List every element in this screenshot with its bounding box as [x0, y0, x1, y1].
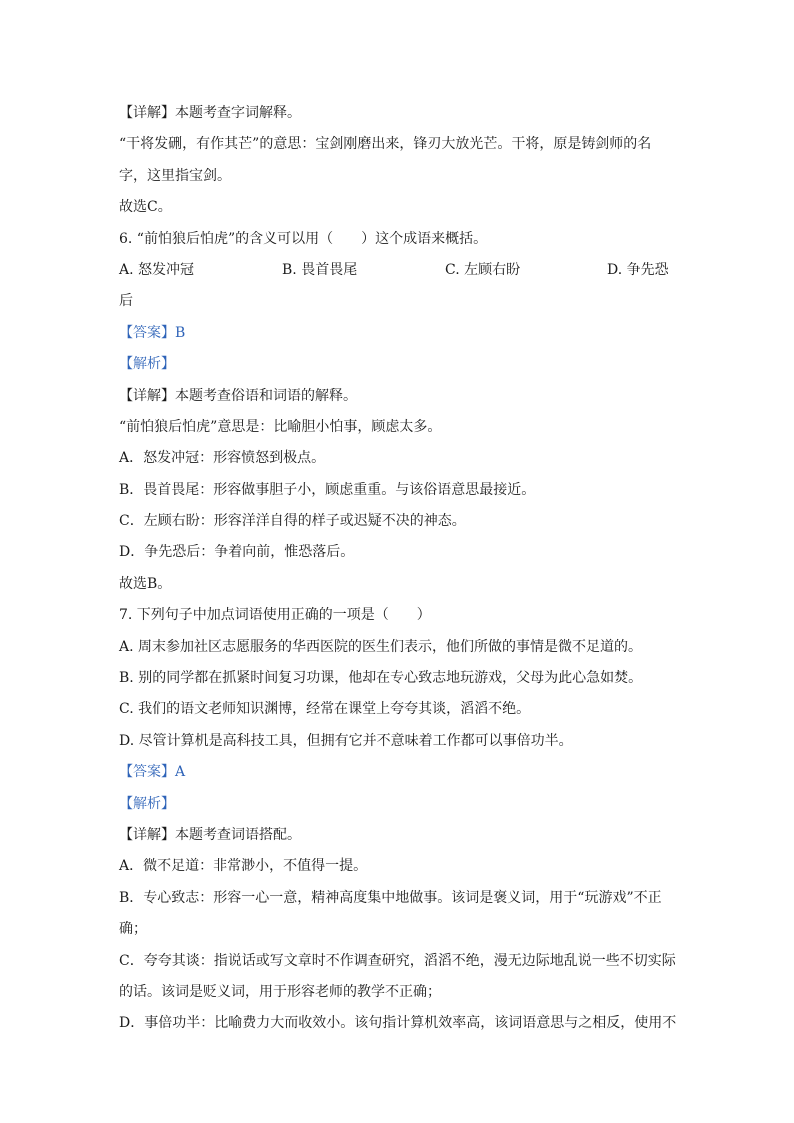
- detail-line: 字，这里指宝剑。: [119, 167, 231, 184]
- q7-detail-line: 的话。该词是贬义词，用于形容老师的教学不正确；: [119, 983, 441, 1000]
- q6-option-c: C. 左顾右盼: [445, 261, 521, 278]
- detail-line: 【详解】本题考查字词解释。: [119, 105, 301, 121]
- q7-detail-line: 【详解】本题考查词语搭配。: [119, 826, 301, 843]
- q6-detail-line: B．畏首畏尾：形容做事胆子小，顾虑重重。与该俗语意思最接近。: [119, 481, 536, 498]
- q6-detail-line: D．争先恐后：争着向前，惟恐落后。: [119, 544, 355, 561]
- q6-detail-line: 【详解】本题考查俗语和词语的解释。: [119, 387, 357, 404]
- q7-detail-line: D．事倍功半：比喻费力大而收效小。该句指计算机效率高，该词语意思与之相反，使用不: [119, 1015, 677, 1032]
- q6-analysis-heading: 【解析】: [119, 356, 175, 373]
- q7-option-b: B. 别的同学都在抓紧时间复习功课，他却在专心致志地玩游戏，父母为此心急如焚。: [119, 670, 643, 687]
- q7-option-d: D. 尽管计算机是高科技工具，但拥有它并不意味着工作都可以事倍功半。: [119, 732, 573, 749]
- q6-option-d-wrap: 后: [119, 293, 133, 310]
- q7-detail-line: 确；: [119, 921, 147, 938]
- q7-answer: 【答案】A: [119, 764, 186, 781]
- q7-detail-line: B．专心致志：形容一心一意，精神高度集中地做事。该词是褒义词，用于“玩游戏”不正: [119, 889, 662, 906]
- question-6-options: [119, 255, 679, 286]
- q6-conclusion: 故选B。: [119, 575, 172, 592]
- question-7-stem: 7. 下列句子中加点词语使用正确的一项是（ ）: [119, 607, 431, 624]
- q6-option-b: B. 畏首畏尾: [282, 261, 358, 278]
- q7-option-c: C. 我们的语文老师知识渊博，经常在课堂上夸夸其谈，滔滔不绝。: [119, 701, 531, 718]
- q6-option-d: D. 争先恐: [607, 261, 669, 278]
- question-6-stem: 6. “前怕狼后怕虎”的含义可以用（ ）这个成语来概括。: [119, 230, 488, 247]
- q6-detail-line: A．怒发冲冠：形容愤怒到极点。: [119, 450, 326, 467]
- q6-detail-line: C．左顾右盼：形容洋洋自得的样子或迟疑不决的神态。: [119, 513, 466, 530]
- q7-detail-line: C．夸夸其谈：指说话或写文章时不作调查研究，滔滔不绝，漫无边际地乱说一些不切实际: [119, 952, 676, 969]
- q6-option-a: A. 怒发冲冠: [119, 261, 195, 278]
- q7-detail-line: A．微不足道：非常渺小，不值得一提。: [119, 858, 368, 875]
- q7-option-a: A. 周末参加社区志愿服务的华西医院的医生们表示，他们所做的事情是微不足道的。: [119, 638, 643, 655]
- conclusion-line: 故选C。: [119, 199, 172, 216]
- detail-line: “干将发硎，有作其芒”的意思：宝剑刚磨出来，锋刃大放光芒。干将，原是铸剑师的名: [119, 136, 652, 153]
- q6-answer: 【答案】B: [119, 324, 186, 341]
- q6-detail-line: “前怕狼后怕虎”意思是：比喻胆小怕事，顾虑太多。: [119, 418, 442, 435]
- document-page: [119, 98, 679, 1040]
- q7-analysis-heading: 【解析】: [119, 795, 175, 812]
